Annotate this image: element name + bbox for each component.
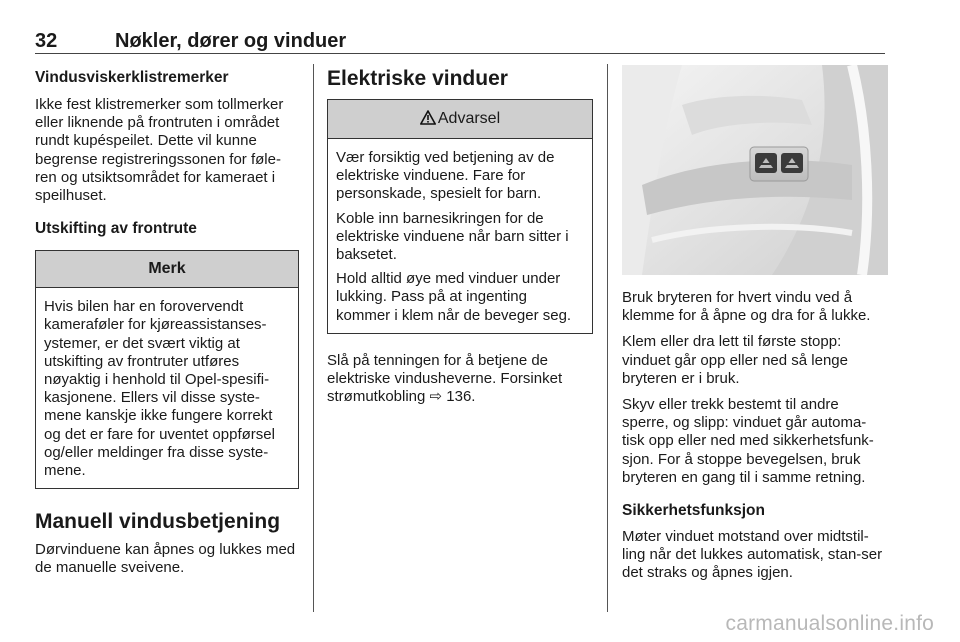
manual-heading: Manuell vindusbetjening <box>35 510 281 534</box>
safety-text: Møter vinduet motstand over midtstil-ling når det lukkes automatisk, stan-ser det straks og åpnes igjen. <box>622 528 883 582</box>
note-box <box>35 250 299 489</box>
column-divider-2 <box>607 64 608 612</box>
column-divider-1 <box>313 64 314 612</box>
window-switch-photo <box>622 65 888 275</box>
warning-p2: Koble inn barnesikringen for de elektriske vinduene når barn sitter i baksetet. <box>336 209 569 264</box>
warning-box <box>327 99 593 334</box>
header-rule <box>35 53 885 54</box>
safety-heading: Sikkerhetsfunksjon <box>622 502 765 520</box>
warning-title: Advarsel <box>437 110 501 127</box>
sticker-text: Ikke fest klistremerker som tollmerker eller liknende på frontruten i området rundt kupéspeilet. Dette vil kunne begrense registreringssonen for føle-ren og utsiktsområdet for kameraet i speilhuset. <box>35 96 284 205</box>
warning-header <box>328 100 592 139</box>
chapter-title: Nøkler, dører og vinduer <box>115 30 347 52</box>
col3-p1: Bruk bryteren for hvert vindu ved å klemme for å åpne og dra for å lukke. <box>622 289 871 325</box>
sticker-heading: Vindusviskerklistremerker <box>35 69 229 86</box>
ignition-text: Slå på tenningen for å betjene de elektriske vindusheverne. Forsinket strømutkobling ⇨ 136. <box>327 351 563 406</box>
warning-p1: Vær forsiktig ved betjening av de elektriske vinduene. Fare for personskade, spesielt for barn. <box>336 149 555 203</box>
windshield-heading: Utskifting av frontrute <box>35 220 197 238</box>
column-3 <box>622 62 888 591</box>
warning-triangle-icon <box>420 102 436 140</box>
col3-p2: Klem eller dra lett til første stopp: vinduet går opp eller ned så lenge bryteren er i bruk. <box>622 333 848 387</box>
page-number: 32 <box>35 30 58 52</box>
manual-text: Dørvinduene kan åpnes og lukkes med de manuelle sveivene. <box>35 541 296 577</box>
section-heading: Elektriske vinduer <box>327 67 508 90</box>
column-1 <box>35 62 299 586</box>
note-text: Hvis bilen har en forovervendt kameraføler for kjøreassistanses-ystemer, er det svært viktig at utskifting av frontruter utføres nøyaktig i henhold til Opel-spesifi-kasjonene. Ellers vil disse syste-mene kanskje ikke fungere korrekt og det er fare for uventet oppførsel og/eller meldinger fra disse syste-mene. <box>44 298 275 480</box>
note-body <box>36 288 298 488</box>
watermark-text: carmanualsonline.info <box>725 612 934 635</box>
warning-p3: Hold alltid øye med vinduer under lukking. Pass på at ingenting kommer i klem når de beveger seg. <box>336 270 572 324</box>
warning-body <box>328 139 592 333</box>
col3-p3: Skyv eller trekk bestemt til andre sperre, og slipp: vinduet går automa-tisk opp eller ned med sikkerhetsfunk-sjon. For å stoppe bevegelsen, bruk bryteren en gang til i samme retning. <box>622 396 874 486</box>
column-2 <box>327 62 593 414</box>
note-title: Merk <box>36 251 298 288</box>
page-header <box>35 26 885 54</box>
